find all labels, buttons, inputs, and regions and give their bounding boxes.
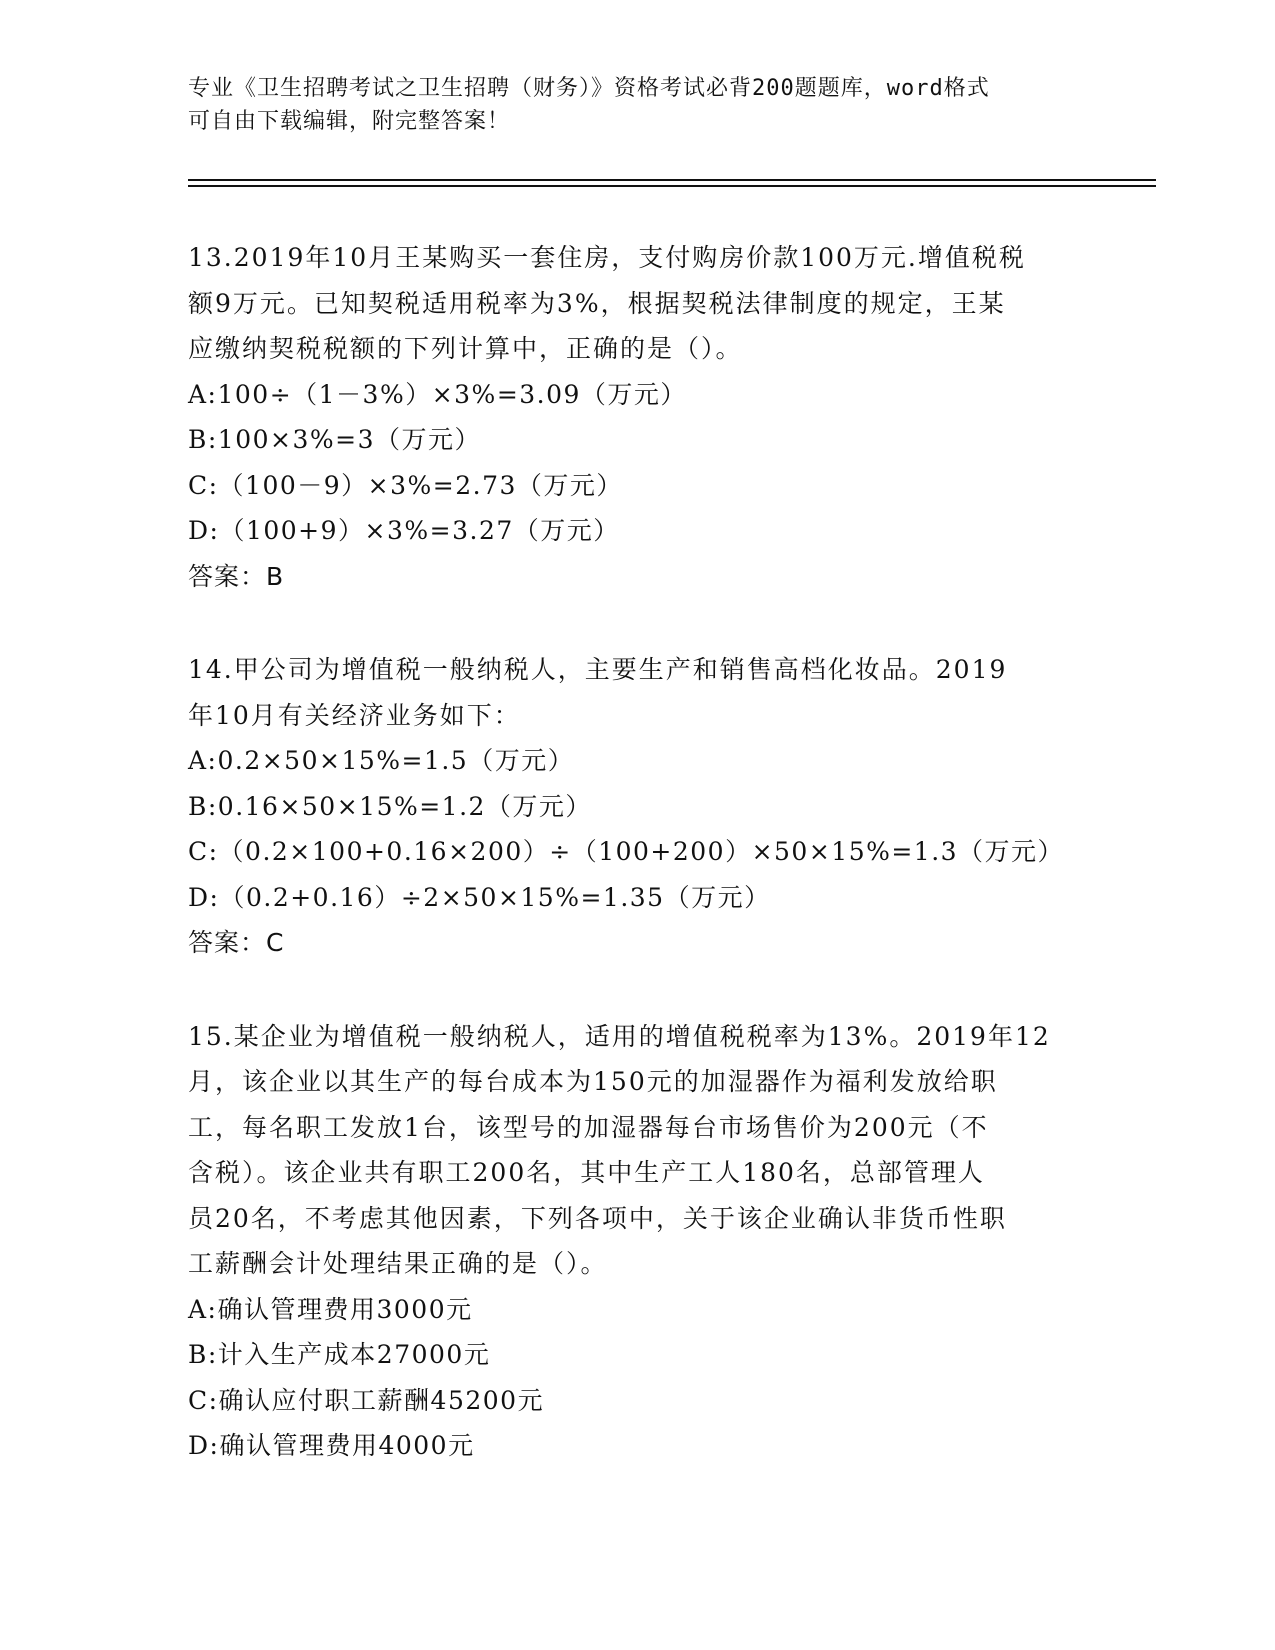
header-line: 专业《卫生招聘考试之卫生招聘（财务）》资格考试必背200题题库，word格式 <box>188 76 990 101</box>
option-d: D:确认管理费用4000元 <box>188 1431 475 1460</box>
option-b: B:100×3%=3（万元） <box>188 425 481 454</box>
stem-line: 额9万元。已知契税适用税率为3%，根据契税法律制度的规定，王某 <box>188 288 1006 318</box>
stem-line: 工薪酬会计处理结果正确的是（）。 <box>188 1249 608 1278</box>
question-13 <box>188 235 1088 599</box>
option-b: B:计入生产成本27000元 <box>188 1340 491 1369</box>
option-d: D:（0.2+0.16）÷2×50×15%=1.35（万元） <box>188 882 771 912</box>
stem-line: 应缴纳契税税额的下列计算中，正确的是（）。 <box>188 334 743 363</box>
question-list <box>188 235 1088 1517</box>
option-c: C:确认应付职工薪酬45200元 <box>188 1385 545 1415</box>
option-a: A:0.2×50×15%=1.5（万元） <box>188 746 575 775</box>
stem-line: 13.2019年10月王某购买一套住房，支付购房价款100万元.增值税税 <box>188 243 1026 272</box>
header-divider <box>188 185 1156 187</box>
question-15 <box>188 1014 1088 1469</box>
stem-line: 14.甲公司为增值税一般纳税人，主要生产和销售高档化妆品。2019 <box>188 655 1008 684</box>
option-b: B:0.16×50×15%=1.2（万元） <box>188 791 592 821</box>
stem-line: 月，该企业以其生产的每台成本为150元的加湿器作为福利发放给职 <box>188 1067 998 1096</box>
header-divider <box>188 179 1156 181</box>
stem-line: 员20名，不考虑其他因素，下列各项中，关于该企业确认非货币性职 <box>188 1203 1007 1233</box>
question-stem <box>188 235 1088 372</box>
stem-line: 含税）。该企业共有职工200名，其中生产工人180名，总部管理人 <box>188 1158 985 1187</box>
answer-label: 答案：B <box>188 561 285 591</box>
option-c: C:（0.2×100+0.16×200）÷（100+200）×50×15%=1.3（万元） <box>188 837 1065 866</box>
question-stem <box>188 1014 1088 1287</box>
question-14 <box>188 647 1088 966</box>
stem-line: 15.某企业为增值税一般纳税人，适用的增值税税率为13%。2019年12 <box>188 1021 1051 1051</box>
option-d: D:（100+9）×3%=3.27（万元） <box>188 516 620 545</box>
header-line: 可自由下载编辑，附完整答案！ <box>188 109 511 134</box>
answer-label: 答案：C <box>188 928 285 957</box>
option-a: A:确认管理费用3000元 <box>188 1294 473 1324</box>
question-stem <box>188 647 1088 738</box>
stem-line: 年10月有关经济业务如下： <box>188 700 521 730</box>
option-a: A:100÷（1－3%）×3%=3.09（万元） <box>188 379 687 409</box>
option-c: C:（100－9）×3%=2.73（万元） <box>188 470 623 500</box>
stem-line: 工，每名职工发放1台，该型号的加湿器每台市场售价为200元（不 <box>188 1112 989 1142</box>
document-header <box>188 72 1068 138</box>
